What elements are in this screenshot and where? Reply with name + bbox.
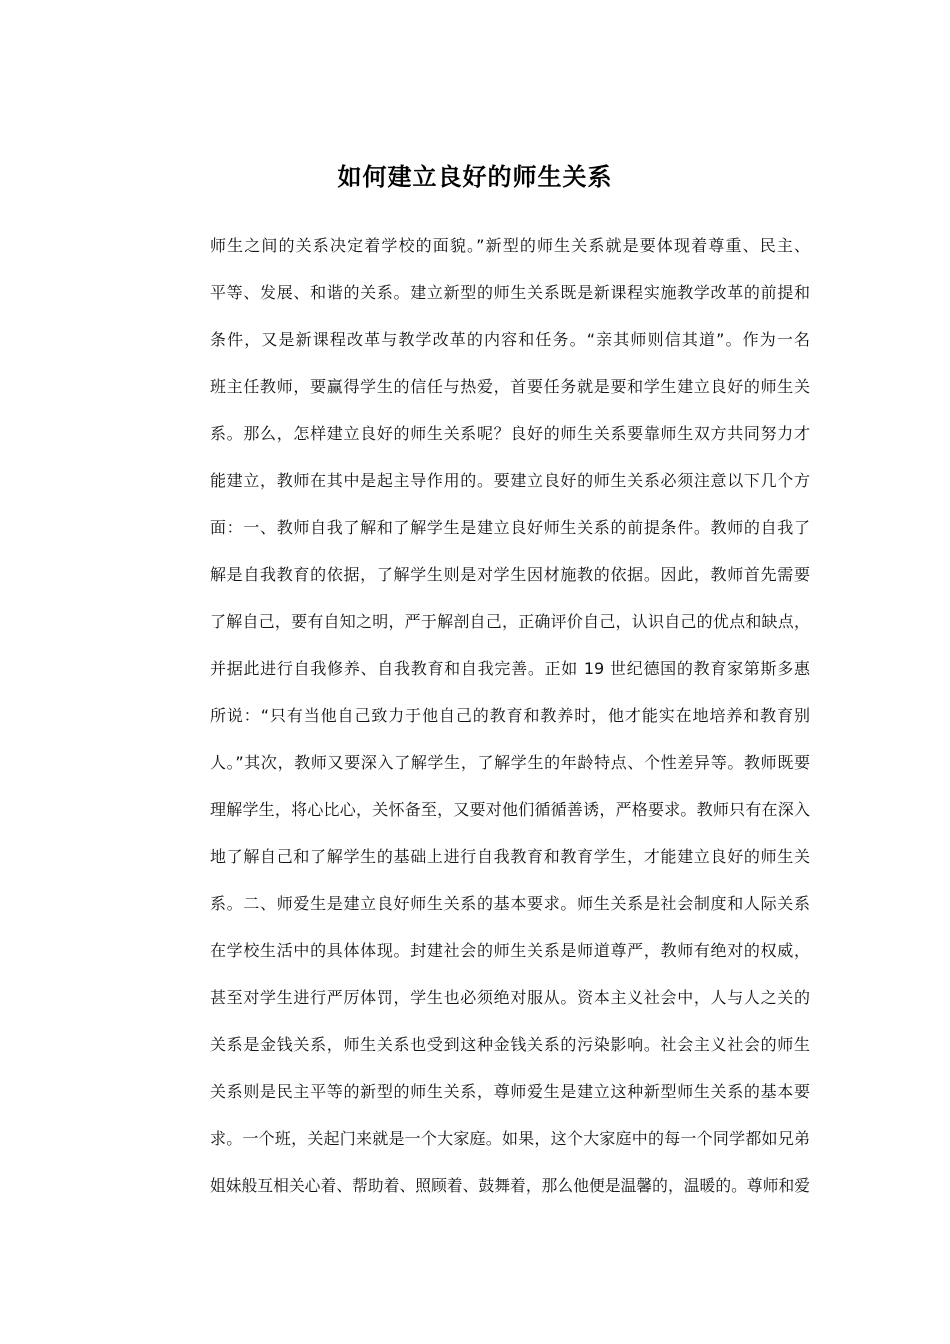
body-line: 系。那么，怎样建立良好的师生关系呢？良好的师生关系要靠师生双方共同努力才	[210, 424, 810, 443]
body-line: 求。一个班，关起门来就是一个大家庭。如果，这个大家庭中的每一个同学都如兄弟	[210, 1129, 810, 1148]
body-line: 关系是金钱关系，师生关系也受到这种金钱关系的污染影响。社会主义社会的师生	[210, 1035, 810, 1054]
document-title: 如何建立良好的师生关系	[337, 163, 613, 192]
body-line: 并据此进行自我修养、自我教育和自我完善。正如 19 世纪德国的教育家第斯多惠	[210, 659, 810, 678]
body-line: 面：一、教师自我了解和了解学生是建立良好师生关系的前提条件。教师的自我了	[210, 518, 810, 537]
body-line: 关系则是民主平等的新型的师生关系，尊师爱生是建立这种新型师生关系的基本要	[210, 1082, 810, 1101]
document-body	[210, 222, 810, 1209]
body-line: 理解学生，将心比心，关怀备至，又要对他们循循善诱，严格要求。教师只有在深入	[210, 800, 810, 819]
body-line: 条件，又是新课程改革与教学改革的内容和任务。“亲其师则信其道”。作为一名	[210, 330, 810, 349]
body-line: 师生之间的关系决定着学校的面貌。”新型的师生关系就是要体现着尊重、民主、	[210, 236, 810, 255]
body-line: 姐妹般互相关心着、帮助着、照顾着、鼓舞着，那么他便是温馨的，温暖的。尊师和爱	[210, 1176, 810, 1195]
body-line: 所说：“只有当他自己致力于他自己的教育和教养时，他才能实在地培养和教育别	[210, 706, 810, 725]
body-line: 人。”其次，教师又要深入了解学生，了解学生的年龄特点、个性差异等。教师既要	[210, 753, 810, 772]
body-line: 解是自我教育的依据，了解学生则是对学生因材施教的依据。因此，教师首先需要	[210, 565, 810, 584]
body-line: 地了解自己和了解学生的基础上进行自我教育和教育学生，才能建立良好的师生关	[210, 847, 810, 866]
body-line: 系。二、师爱生是建立良好师生关系的基本要求。师生关系是社会制度和人际关系	[210, 894, 810, 913]
body-line: 了解自己，要有自知之明，严于解剖自己，正确评价自己，认识自己的优点和缺点，	[210, 612, 810, 631]
body-line: 班主任教师，要赢得学生的信任与热爱，首要任务就是要和学生建立良好的师生关	[210, 377, 810, 396]
body-line: 能建立，教师在其中是起主导作用的。要建立良好的师生关系必须注意以下几个方	[210, 471, 810, 490]
body-line: 平等、发展、和谐的关系。建立新型的师生关系既是新课程实施教学改革的前提和	[210, 283, 810, 302]
body-line: 甚至对学生进行严厉体罚，学生也必须绝对服从。资本主义社会中，人与人之关的	[210, 988, 810, 1007]
body-line: 在学校生活中的具体体现。封建社会的师生关系是师道尊严，教师有绝对的权威，	[210, 941, 810, 960]
